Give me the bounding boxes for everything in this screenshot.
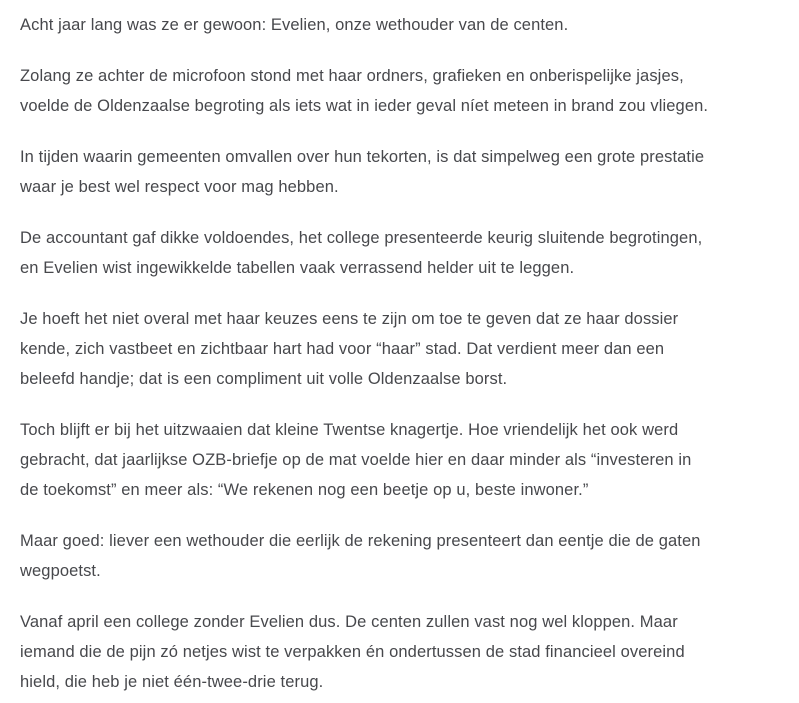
paragraph-6 bbox=[20, 415, 779, 505]
paragraph-3 bbox=[20, 142, 779, 202]
paragraph-7 bbox=[20, 526, 779, 586]
text-line: Vanaf april een college zonder Evelien dus. De centen zullen vast nog wel kloppen. Maar bbox=[20, 613, 678, 631]
text-line: gebracht, dat jaarlijkse OZB-briefje op de mat voelde hier en daar minder als “investeren in bbox=[20, 451, 692, 469]
text-line: In tijden waarin gemeenten omvallen over hun tekorten, is dat simpelweg een grote prestatie bbox=[20, 148, 705, 166]
text-line: en Evelien wist ingewikkelde tabellen vaak verrassend helder uit te leggen. bbox=[20, 259, 575, 277]
text-line: iemand die de pijn zó netjes wist te verpakken én ondertussen de stad financieel overeind bbox=[20, 643, 685, 661]
text-line: Toch blijft er bij het uitzwaaien dat kleine Twentse knagertje. Hoe vriendelijk het ook werd bbox=[20, 421, 679, 439]
text-line: waar je best wel respect voor mag hebben. bbox=[20, 178, 339, 196]
text-line: wegpoetst. bbox=[20, 562, 101, 580]
text-line: Zolang ze achter de microfoon stond met haar ordners, grafieken en onberispelijke jasjes, bbox=[20, 67, 684, 85]
text-line: hield, die heb je niet één-twee-drie terug. bbox=[20, 673, 324, 691]
text-line: Maar goed: liever een wethouder die eerlijk de rekening presenteert dan eentje die de gaten bbox=[20, 532, 701, 550]
paragraph-4 bbox=[20, 223, 779, 283]
paragraph-2 bbox=[20, 61, 779, 121]
text-line: voelde de Oldenzaalse begroting als iets wat in ieder geval níet meteen in brand zou vliegen. bbox=[20, 97, 709, 115]
text-line: De accountant gaf dikke voldoendes, het college presenteerde keurig sluitende begrotingen, bbox=[20, 229, 703, 247]
paragraph-1 bbox=[20, 10, 779, 40]
text-line: beleefd handje; dat is een compliment uit volle Oldenzaalse borst. bbox=[20, 370, 508, 388]
text-line: Acht jaar lang was ze er gewoon: Evelien, onze wethouder van de centen. bbox=[20, 16, 569, 34]
text-line: de toekomst” en meer als: “We rekenen nog een beetje op u, beste inwoner.” bbox=[20, 481, 589, 499]
paragraph-5 bbox=[20, 304, 779, 394]
article-body bbox=[20, 10, 779, 697]
text-line: Je hoeft het niet overal met haar keuzes eens te zijn om toe te geven dat ze haar dossier bbox=[20, 310, 679, 328]
paragraph-8 bbox=[20, 607, 779, 697]
text-line: kende, zich vastbeet en zichtbaar hart had voor “haar” stad. Dat verdient meer dan een bbox=[20, 340, 665, 358]
